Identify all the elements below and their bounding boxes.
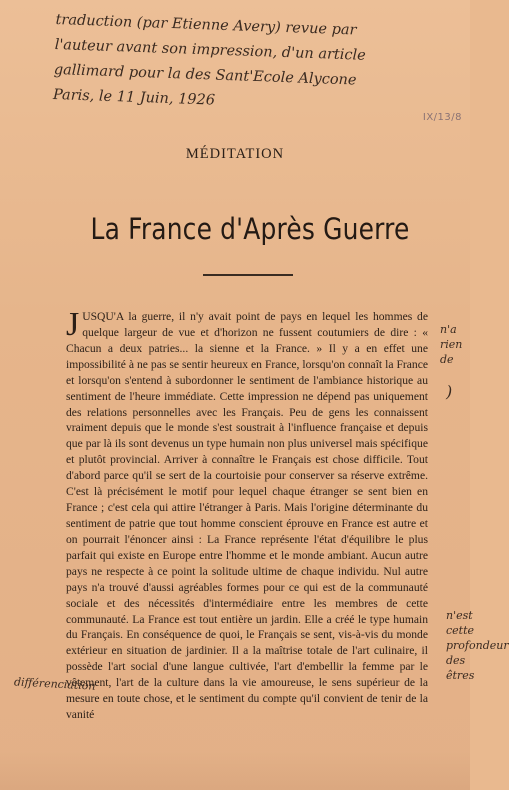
body-paragraph-text: USQU'A la guerre, il n'y avait point de pays en lequel les hommes de quelque largeur de vue et d'horizon ne fussent coutumiers de dire : « Chacun a deux patries... la sienne et la France. » Il y a en effet une impossibilité à ne pas se sentir heureux en France, lorsqu'on connaît la France et lorsqu'on s'entend à subordonner le sentiment de l'ambiance historique au sentiment de l'heure immédiate. Cette impression ne dépend pas uniquement des relations personnelles avec les Français. Peu de gens les connaissent vraiment depuis que le monde s'est soustrait à l'influence française et depuis que par là ils sont devenus un type humain non plus universel mais spécifique et plutôt provincial. Arriver à connaître le Français est chose difficile. Tout d'abord parce qu'il se sert de la courtoisie pour conserver sa réserve extrême. C'est là précisément le motif pour lequel chaque étranger se sent bien en France ; c'est cela qui attire l'étranger à Paris. Mais l'origine déterminante du sentiment de patrie que tout homme conscient éprouve en France est autre et on pourrait l'énoncer ainsi : La France représente l'état d'équilibre le plus parfait qui existe en Europe entre l'homme et le monde ambiant. Aucun autre pays ne respecte à ce point la solitude ultime de chaque individu. Nul autre pays n'a trouvé d'aussi agréables formes pour ce qui est de la communauté sociale et des nécessités d'intermédiaire entre les membres de cette communauté. La France est tout entière un jardin. Elle a créé le type humain du Français. En conséquence de quoi, le Français se sent, vis-à-vis du monde extérieur en situation de jardinier. Il a la maîtrise totale de l'art culinaire, il possède l'art social d'une langue cultivée, l'art d'embellir la femme par le vêtement, l'art de la culture dans la vie amoureuse, le sens supérieur de la mesure en toute chose, et le sentiment du compte qu'il convient de tenir de la vanité: [66, 310, 428, 722]
handwritten-line: gallimard pour la des Sant'Ecole Alycone: [53, 61, 357, 89]
page-shadow: [0, 750, 470, 790]
handwritten-line: Paris, le 11 Juin, 1926: [52, 86, 216, 109]
handwritten-note: [53, 8, 464, 122]
margin-note-right: n'a rien de: [440, 323, 463, 366]
article-title: La France d'Après Guerre: [90, 212, 410, 246]
margin-note-right: n'est cette profondeur des êtres: [446, 609, 509, 682]
handwritten-line: traduction (par Etienne Avery) revue par: [55, 11, 357, 39]
handwritten-line: l'auteur avant son impression, d'un article: [54, 36, 367, 64]
drop-cap: J: [66, 306, 80, 343]
article-body: [66, 306, 428, 723]
archive-reference: IX/13/8: [422, 112, 462, 123]
margin-note-right: ): [446, 382, 453, 401]
margin-note-left: différenciation: [13, 675, 96, 693]
title-divider: [203, 274, 293, 276]
section-heading: MÉDITATION: [185, 146, 285, 162]
body-paragraph: [66, 306, 428, 723]
